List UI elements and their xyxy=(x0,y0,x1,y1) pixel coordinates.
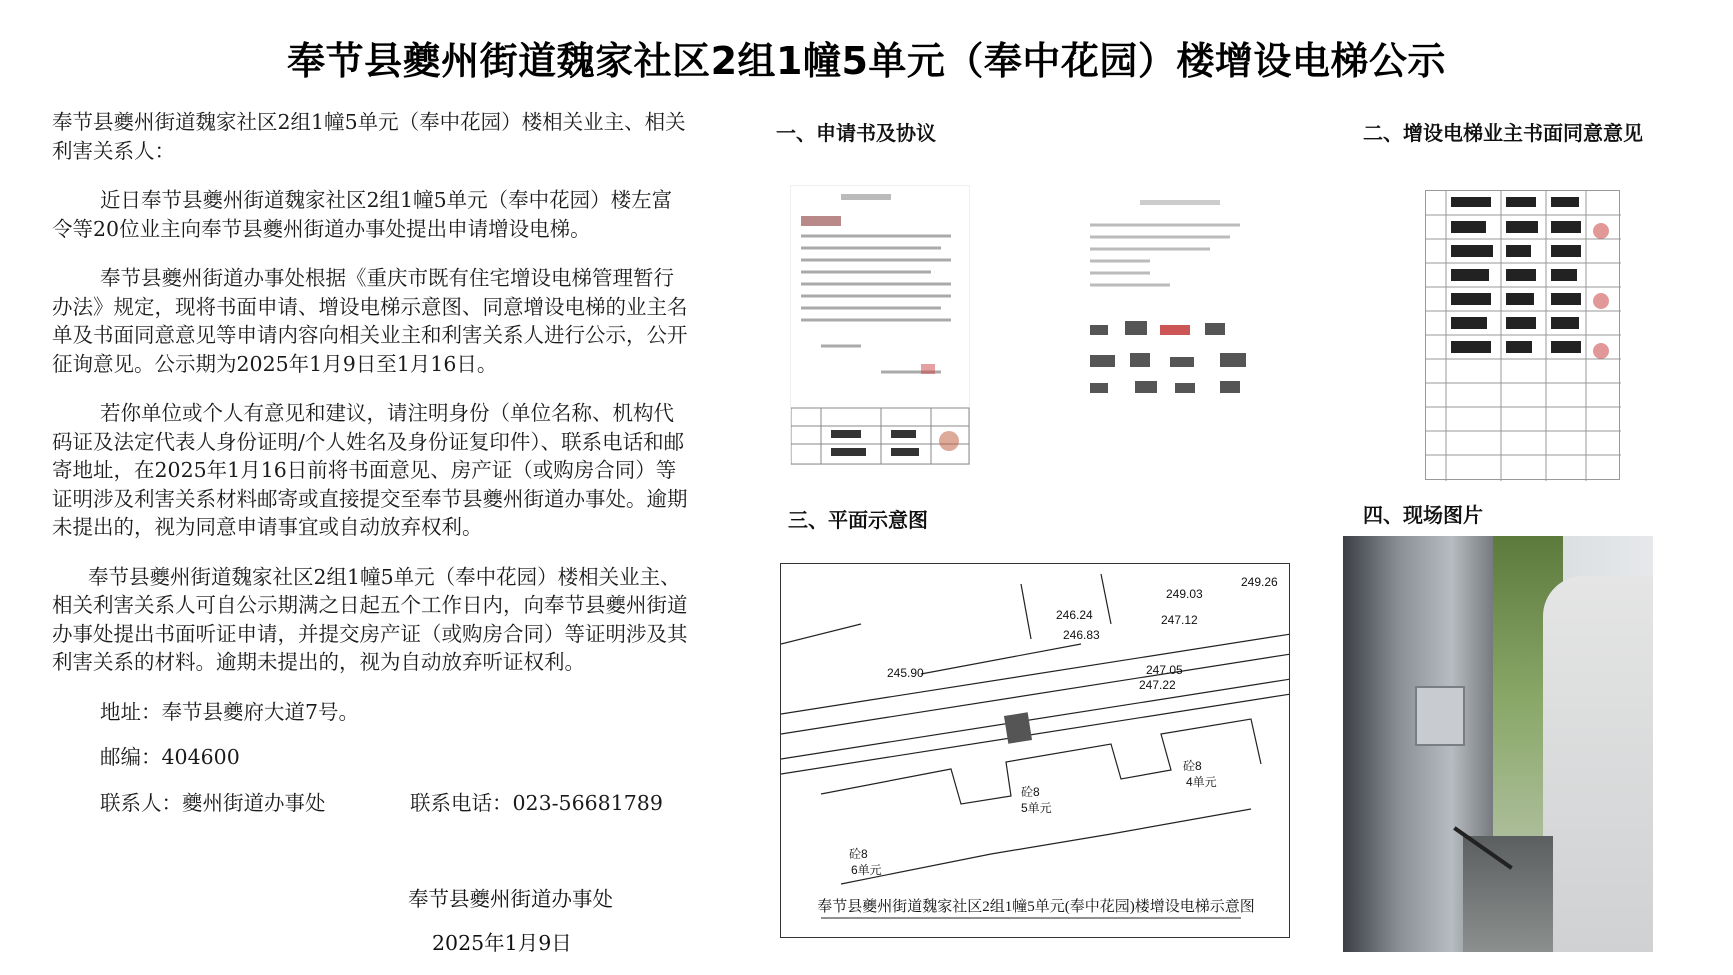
contact-person: 联系人：夔州街道办事处 xyxy=(100,790,326,815)
unit-label: 5单元 xyxy=(1021,801,1052,815)
address-line: 地址：奉节县夔府大道7号。 xyxy=(100,699,360,724)
photo-wall xyxy=(1543,576,1653,952)
section-consent-label: 二、增设电梯业主书面同意意见 xyxy=(1363,121,1643,145)
application-form-drawing xyxy=(791,186,971,466)
unit-label: 4单元 xyxy=(1186,775,1217,789)
site-photo xyxy=(1343,536,1653,952)
signer: 奉节县夔州街道办事处 xyxy=(408,887,613,911)
floor-label: 砼8 xyxy=(849,847,868,861)
paragraph-application: 近日奉节县夔州街道魏家社区2组1幢5单元（奉中花园）楼左富令等20位业主向奉节县夔州街道办事处提出申请增设电梯。 xyxy=(52,188,673,241)
paragraph-objection: 若你单位或个人有意见和建议，请注明身份（单位名称、机构代码证及法定代表人身份证明/个人姓名及身份证复印件）、联系电话和邮寄地址，在2025年1月16日前将书面意见、房产证（或购房合同）等证明涉及利害关系材料邮寄或直接提交至奉节县夔州街道办事处。逾期未提出的，视为同意申请事宜或自动放弃权利。 xyxy=(52,401,688,539)
agreement-scan xyxy=(1090,195,1280,425)
photo-alley xyxy=(1463,836,1553,952)
site-plan-svg xyxy=(781,564,1290,938)
application-form-scan xyxy=(790,185,970,465)
plan-caption: 奉节县夔州街道魏家社区2组1幢5单元(奉中花园)楼增设电梯示意图 xyxy=(817,899,1255,915)
paragraph-publicity: 奉节县夔州街道办事处根据《重庆市既有住宅增设电梯管理暂行办法》规定，现将书面申请、增设电梯示意图、同意增设电梯的业主名单及书面同意意见等申请内容向相关业主和利害关系人进行公示，公开征询意见。公示期为2025年1月9日至1月16日。 xyxy=(52,266,688,376)
unit-label: 6单元 xyxy=(851,863,882,877)
agreement-drawing xyxy=(1090,195,1280,425)
elevation-label: 249.26 xyxy=(1241,575,1278,589)
elevation-label: 247.05 xyxy=(1146,663,1183,677)
elevation-label: 247.22 xyxy=(1139,678,1176,692)
elevation-label: 245.90 xyxy=(887,666,924,680)
sign-date: 2025年1月9日 xyxy=(432,931,572,955)
notice-body xyxy=(52,108,692,834)
elevation-label: 247.12 xyxy=(1161,613,1198,627)
photo-ac-unit xyxy=(1415,686,1465,746)
contact-phone: 联系电话：023-56681789 xyxy=(410,790,663,815)
owner-consent-sheet xyxy=(1425,190,1620,480)
consent-sheet-drawing xyxy=(1426,191,1621,481)
elevation-label: 246.24 xyxy=(1056,608,1093,622)
postcode-line: 邮编：404600 xyxy=(100,745,240,769)
contact-row xyxy=(52,789,692,818)
elevation-label: 246.83 xyxy=(1063,628,1100,642)
page-title: 奉节县夔州街道魏家社区2组1幢5单元（奉中花园）楼增设电梯公示 xyxy=(287,39,1446,83)
section-photo-label: 四、现场图片 xyxy=(1363,503,1483,527)
salutation: 奉节县夔州街道魏家社区2组1幢5单元（奉中花园）楼相关业主、相关利害关系人： xyxy=(52,110,686,163)
floor-label: 砼8 xyxy=(1021,785,1040,799)
section-application-label: 一、申请书及协议 xyxy=(776,121,936,145)
paragraph-hearing: 奉节县夔州街道魏家社区2组1幢5单元（奉中花园）楼相关业主、相关利害关系人可自公示期满之日起五个工作日内，向奉节县夔州街道办事处提出书面听证申请，并提交房产证（或购房合同）等证明涉及其利害关系的材料。逾期未提出的，视为自动放弃听证权利。 xyxy=(52,564,688,674)
floor-label: 砼8 xyxy=(1183,759,1202,773)
section-plan-label: 三、平面示意图 xyxy=(788,508,928,532)
elevator-position-mark xyxy=(1004,712,1032,743)
site-plan-drawing xyxy=(780,563,1290,938)
elevation-label: 249.03 xyxy=(1166,587,1203,601)
